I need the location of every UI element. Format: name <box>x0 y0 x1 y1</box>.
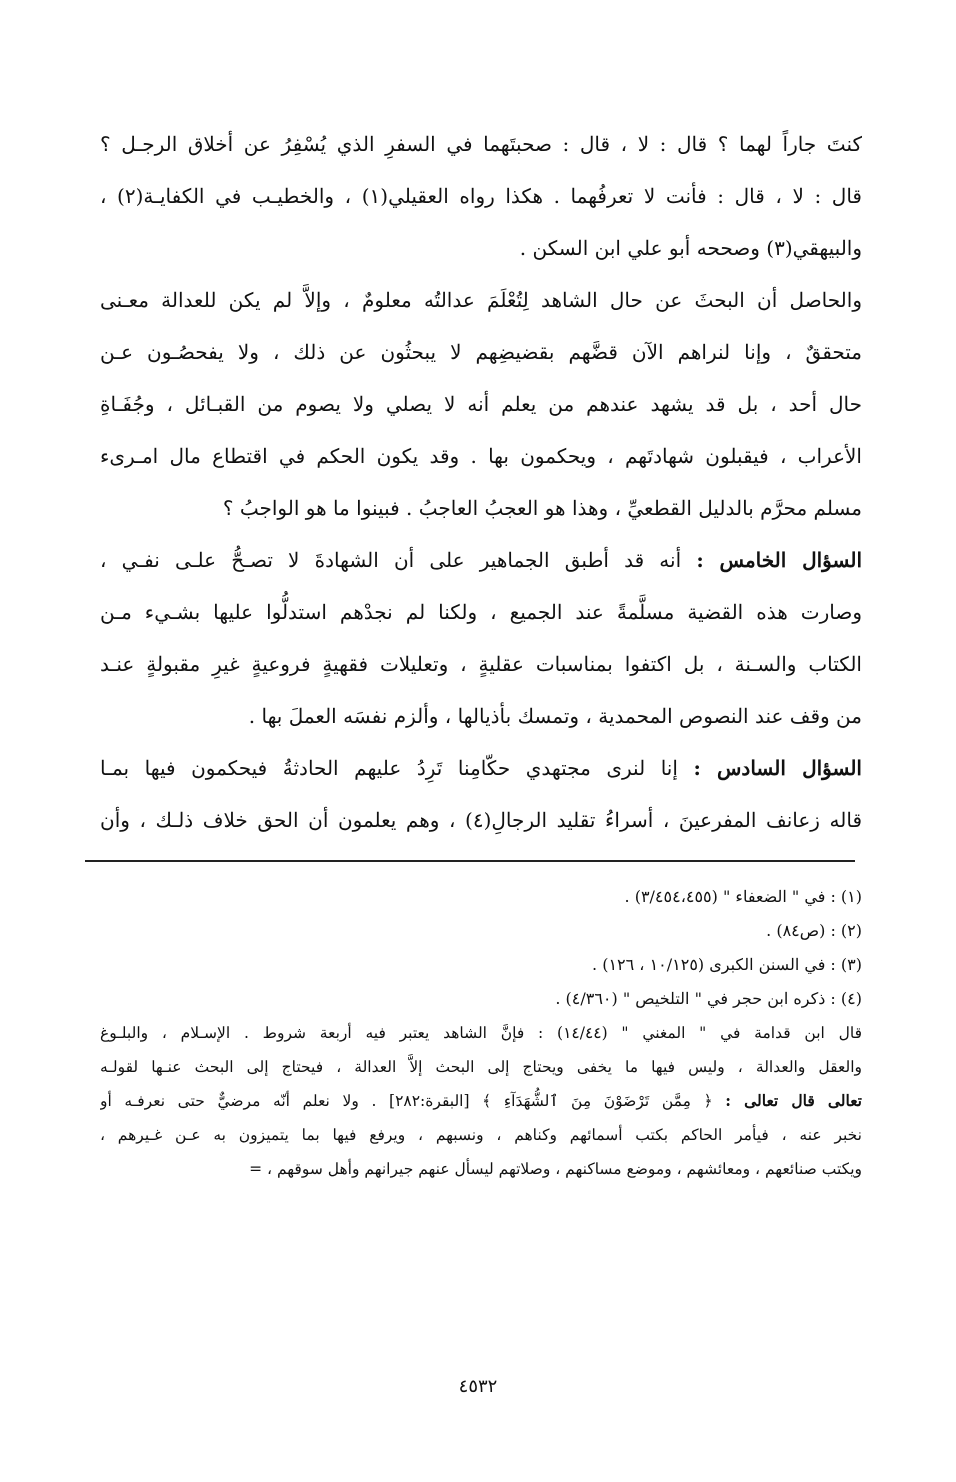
footnote-3: (٣) : في السنن الكبرى (١٠/١٢٥ ، ١٢٦) . <box>592 955 862 974</box>
main-text-line: من وقف عند النصوص المحمدية ، وتمسك بأذيالها ، وألزم نفسَه العملَ بها . <box>248 704 862 728</box>
main-text-line: والحاصل أن البحثَ عن حال الشاهد لِتُعْلَمَ عدالتُه معلومٌ ، وإلاَّ لم يكن للعدالة معـنى <box>100 288 862 312</box>
main-text-body <box>100 118 862 846</box>
footnotes-section <box>100 880 862 1186</box>
main-text-line: متحققٌ ، وإنا لنراهم الآن قضَّهم بقضيضِهم لا يبحثُون عن ذلك ، ولا يفحصُـون عـن <box>100 340 862 364</box>
question-six-heading-line: السؤال السادس : إنا لنرى مجتهدي حكّامِنا تَرِدُ عليهم الحادثةُ فيحكمون فيها بمـا <box>100 756 862 780</box>
footnote-paragraph-line: نخبر عنه ، فيأمر الحاكم بكتب أسمائهم وكناهم ، ونسبهم ، ويرفع فيها بما يتميزون به عـن غـيرهم ، <box>100 1126 862 1144</box>
main-text-line: الكتاب والسـنة ، بل اكتفوا بمناسبات عقليةٍ ، وتعليلات فقهيةٍ فروعيةٍ غيرِ مقبولةٍ عنـد <box>100 652 862 676</box>
main-text-line: قال : لا ، قال : فأنت لا تعرفُهما . هكذا رواه العقيلي(١) ، والخطيـب في الكفايـة(٢) ، <box>100 184 862 208</box>
question-six-heading: السؤال السادس : <box>693 756 862 780</box>
footnote-paragraph-line: تعالى قال تعالى : ﴿ مِمَّن تَرْضَوْنَ مِنَ ٱلشُّهَدَآءِ ﴾ [البقرة:٢٨٢] . ولا نعلم أنّه مرضيٌّ حتى نعرفـه أو <box>100 1091 862 1110</box>
footnote-paragraph-line: والعقل والعدالة ، وليس فيها ما يخفى ويحتاج إلى البحث إلاَّ العدالة ، فيحتاج إلى البحث عنـها لقولـه <box>100 1058 862 1076</box>
question-five-heading-line: السؤال الخامس : أنه قد أطبق الجماهير على أن الشهادةَ لا تصـحُّ علـى نفـي ، <box>100 548 862 572</box>
footnote-paragraph-line: ويكتب صنائعهم ، ومعائشهم ، وموضع مساكنهم ، وصلاتهم ليسأل عنهم جيرانهم وأهل سوقهم ، = <box>249 1160 862 1178</box>
main-text-line: حال أحد ، بل قد يشهد عندهم من يعلم أنه لا يصلي ولا يصوم من القبـائل ، وجُفَـاةِ <box>100 392 862 416</box>
footnote-paragraph-line: قال ابن قدامة في " المغني " (١٤/٤٤) : فإنَّ الشاهد يعتبر فيه أربعة شروط . الإسـلام ، والبلـوغ <box>100 1024 862 1042</box>
main-text-line: الأعراب ، فيقبلون شهادتَهم ، ويحكمون بها . وقد يكون الحكم في اقتطاع مال امـرىء <box>100 444 862 468</box>
page-number: ٤٥٣٢ <box>458 1376 498 1397</box>
main-text-line: مسلم محرَّم بالدليل القطعيِّ ، وهذا هو العجبُ العاجبُ . فبينوا ما هو الواجبُ ؟ <box>222 496 862 520</box>
question-five-heading: السؤال الخامس : <box>696 548 862 572</box>
main-text-line: قاله زعانف المفرعينَ ، أسراءُ تقليد الرجالِ(٤) ، وهم يعلمون أن الحق خلاف ذلـك ، وأن <box>100 808 862 832</box>
main-text-line: وصارت هذه القضية مسلَّمةً عند الجميع ، ولكنا لم نجدْهم استدلُّوا عليها بشـيء مـن <box>100 600 862 624</box>
footnote-1: (١) : في " الضعفاء " (٣/٤٥٤،٤٥٥) . <box>624 887 862 906</box>
main-text-line: والبيهقي(٣) وصححه أبو علي ابن السكن . <box>519 236 862 260</box>
footnote-divider <box>85 860 855 862</box>
quran-intro: تعالى قال تعالى : <box>725 1091 862 1110</box>
footnote-2: (٢) : (ص٨٤) . <box>766 921 862 940</box>
footnote-4: (٤) : ذكره ابن حجر في " التلخيص " (٤/٣٦٠) . <box>555 989 862 1008</box>
main-text-line: كنتَ جاراً لهما ؟ قال : لا ، قال : صحبتَهما في السفرِ الذي يُسْفِرُ عن أخلاق الرجـل ؟ <box>100 132 862 156</box>
